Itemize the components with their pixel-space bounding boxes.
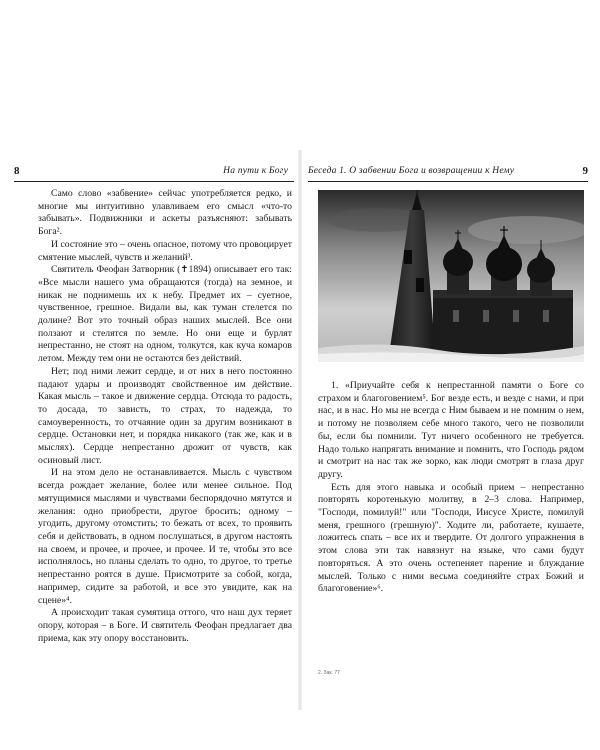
right-page xyxy=(300,0,600,750)
left-page-body xyxy=(38,188,292,645)
paragraph: И состояние это – очень опасное, потому что провоцирует смятение мыслей, чувств и желаний³. xyxy=(38,238,292,263)
paragraph: Есть для этого навыка и особый прием – непрестанно повторять коротенькую молитву, в 2–3 слова. Например, "Господи, помилуй!" или "Господи, Иисусе Христе, помилуй меня, грешного (грешную)". Ходите ли, работаете, кушаете, ложитесь спать – все их и твердите. От долгого упражнения в этом слова эти так навязнут на языке, что сами будут повторяться. А это очень остепеняет парение и блуждание мыслей. Только с ними весьма соединяйте страх Божий и благоговение»⁶. xyxy=(318,481,584,595)
right-page-body xyxy=(318,380,584,596)
paragraph: Нет; под ними лежит сердце, и от них в него постоянно падают удары и производят свойственное им действие. Какая мысль – такое и движение сердца. Отсюда то радость, то досада, то зависть, то страх, то надежда, то самоуверенность, то отчаяние один за другим возникают в сердце. Остановки нет, и порядка никакого (так же, как и в мыслях). Сердце непрестанно дрожит от чувств, как осиновый лист. xyxy=(38,365,292,466)
paragraph: Святитель Феофан Затворник (✝1894) описывает его так: «Все мысли нашего ума обращаются (тогда) на земное, и никак не поднимешь их к небу. Предмет их – суетное, чувственное, грешное. Видали вы, как туман стелется по долине? Вот это точный образ наших мыслей. Все они ползают и стелятся по земле. Но они еще и бурлят непрестанно, не стоят на одном, толкутся, как куча комаров летом. Между тем они не остаются без действий. xyxy=(38,264,292,365)
paragraph: Само слово «забвение» сейчас употребляется редко, и многие мы интуитивно улавливаем его смысл «что-то забывать». Подвижники и аскеты разъясняют: забывать Бога². xyxy=(38,188,292,238)
page-number: 8 xyxy=(14,165,20,177)
left-page-header xyxy=(14,165,294,182)
footnote: 2. Зак. 77 xyxy=(318,670,340,676)
right-page-header xyxy=(308,165,588,182)
church-photo xyxy=(318,190,584,362)
paragraph: И на этом дело не останавливается. Мысль с чувством всегда рождает желание, более или менее сильное. Под мятущимися мыслями и чувствами беспорядочно мятутся и желания: одно приобрести, другое бросить; одному – угодить, другому отомстить; то бежать от всех, то проявить себя и действовать, в одном послушаться, в другом настоять на своем, и прочее, и прочее, и прочее. И те, чтобы это все исполнялось, но планы сделать то одно, то другое, то третье непрестанно роятся в душе. Присмотрите за собой, когда, например, сидите за работой, и все это увидите, как на сцене»⁴. xyxy=(38,467,292,606)
running-head: Беседа 1. О забвении Бога и возвращении к Нему xyxy=(308,166,515,176)
running-head: На пути к Богу xyxy=(223,166,288,176)
paragraph: 1. «Приучайте себя к непрестанной памяти о Боге со страхом и благоговением⁵. Бог везде есть, и везде с нами, и при нас, и в нас. Но мы не всегда с Ним бываем и не помним о нем, и потому не позволяем себе много такого, чего не позволили бы, если бы помнили. Тут ничего особенного не требуется. Надо только напрягать внимание и помнить, что Господь рядом и смотрит на нас так же зорко, как люди смотрят в глаза друг другу. xyxy=(318,380,584,480)
page-number: 9 xyxy=(582,165,588,177)
paragraph: А происходит такая сумятица оттого, что наш дух теряет опору, которая – в Боге. И святитель Феофан предлагает два приема, как эту опору восстановить. xyxy=(38,607,292,644)
